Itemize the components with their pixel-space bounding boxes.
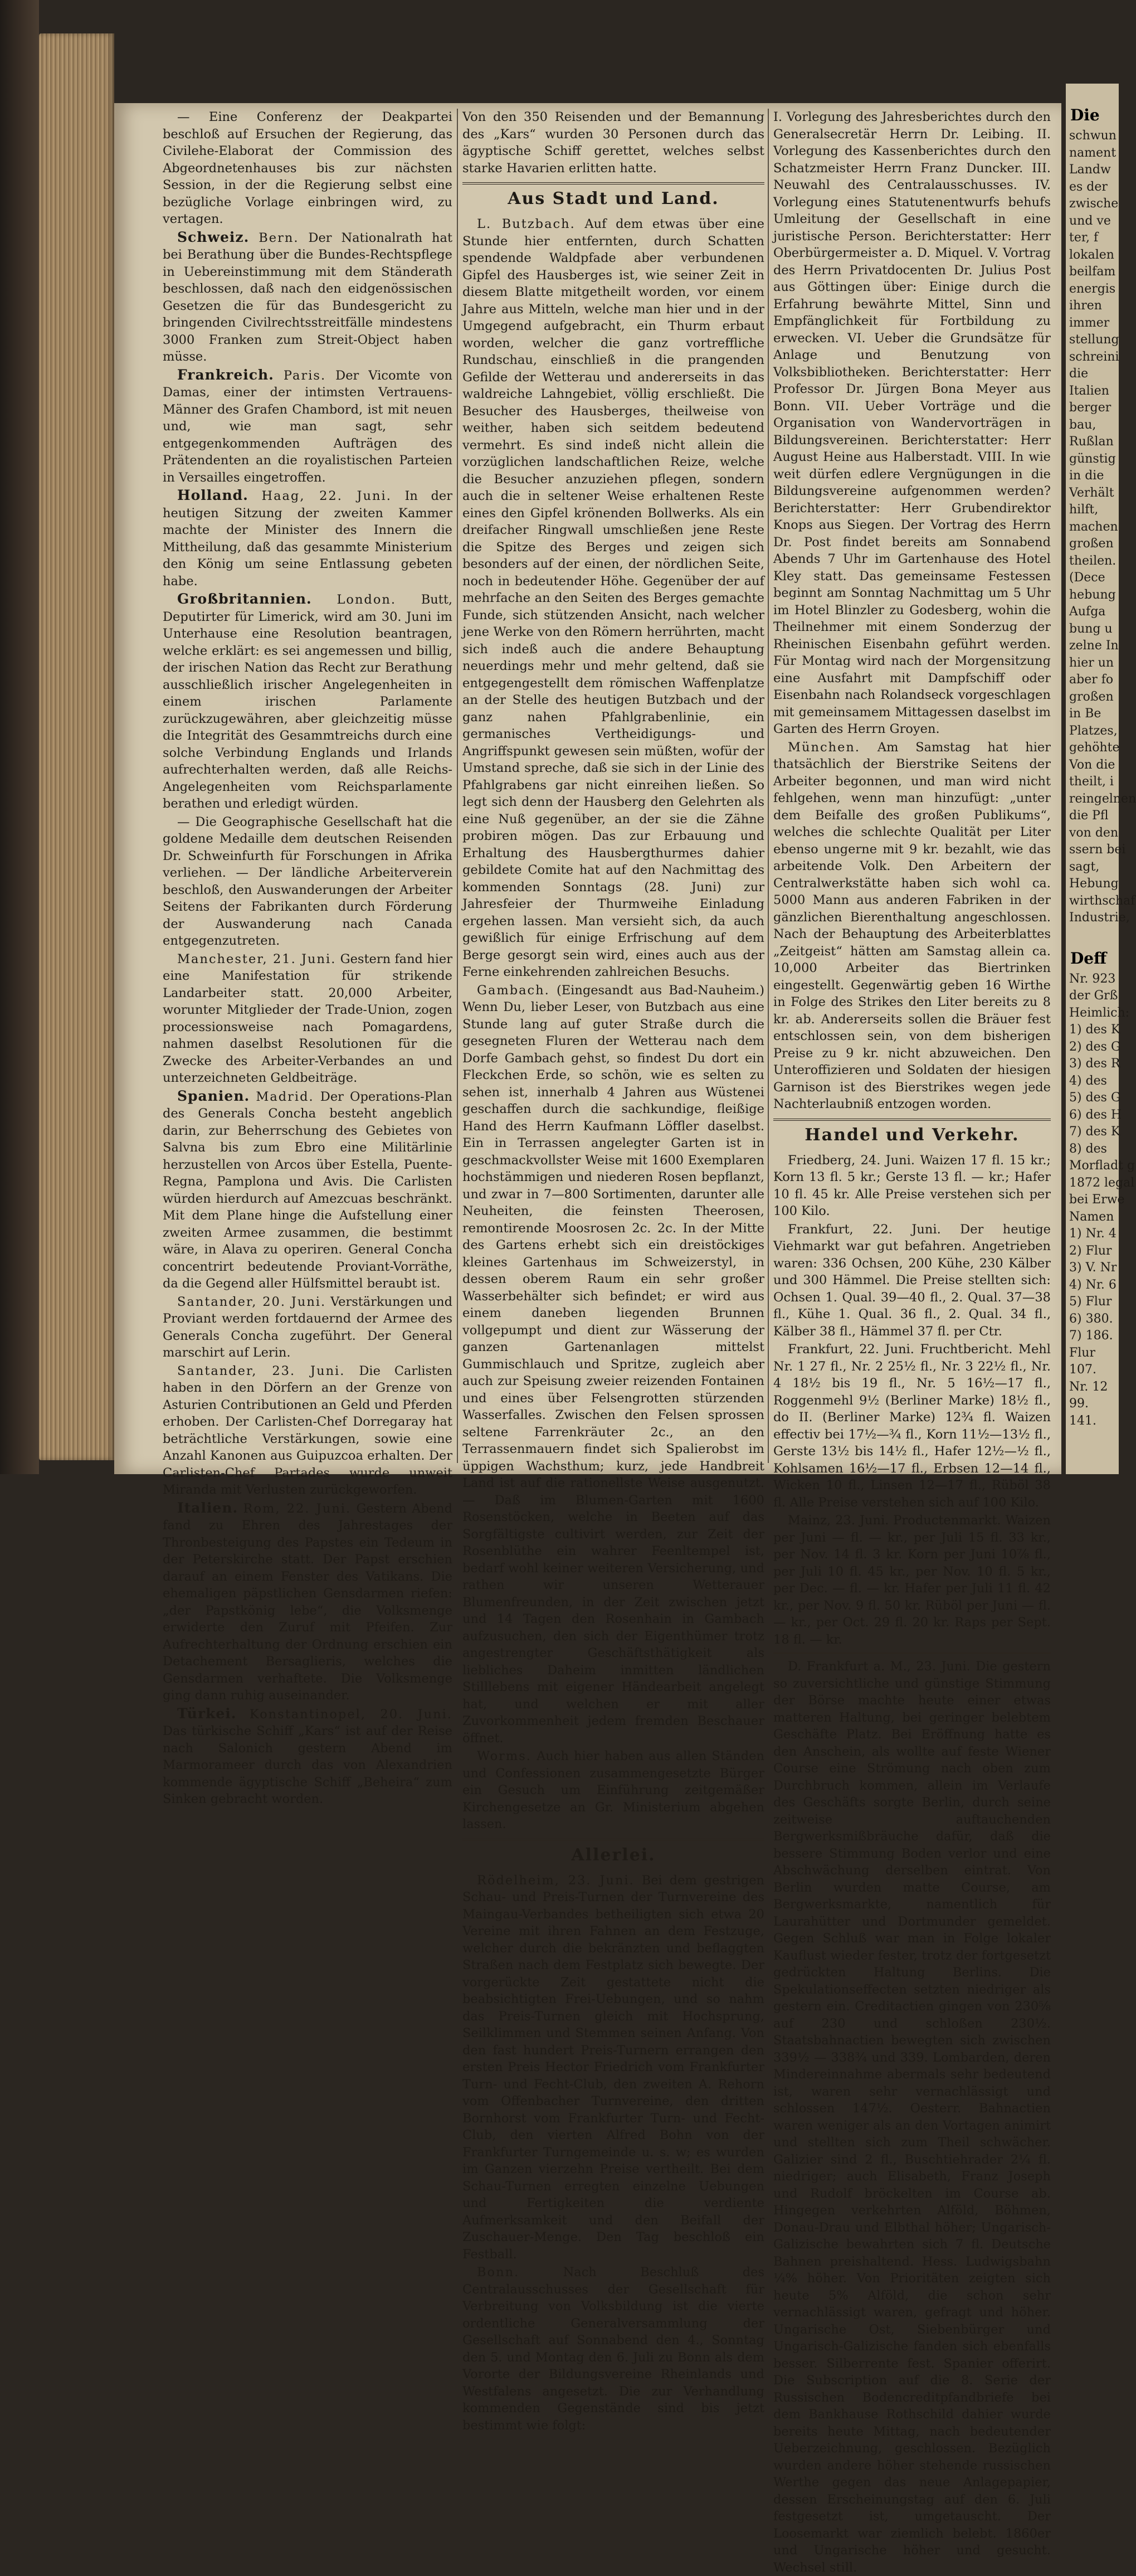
column-2 (462, 109, 765, 2433)
article-text: (Eingesandt aus Bad-Nauheim.) Wenn Du, lieber Leser, von Butzbach aus eine Stunde lang auf guter Straße durch die gesegneten Fluren der Wetterau nach dem Dorfe Gambach gehst, so findest Du dort ein Fleckchen Erde, so schön, wie es selten zu sehen ist, innerhalb 4 Jahren aus Wüstenei geschaffen durch die sachkundige, fleißige Hand des Herrn Kaufmann Löffler daselbst. Ein in Terrassen angelegter Garten ist in geschmackvollster Weise mit 1600 Exemplaren hochstämmigen und niederen Rosen bepflanzt, und zwar in 7—800 Sortimenten, darunter alle Neuheiten, die feinsten Theerosen, remontirende Moosrosen 2c. 2c. In der Mitte des Gartens erhebt sich ein dreistöckiges kleines Gartenhaus im Schweizerstyl, in dessen oberem Raum ein sehr großer Wasserbehälter sich befindet; er wird aus einem daneben liegenden Brunnen vollgepumpt und dient zur Wässerung der ganzen Gartenanlagen mittelst Gummischlauch und Spritze, zugleich aber auch zur Speisung zweier reizenden Fontainen und eines über Felsengrotten stürzenden Wasserfalles. Zwischen den Felsen sprossen seltene Farrenkräuter 2c., an den Terrassenmauern findet sich Spalierobst im üppigen Wachsthum; kurz, jede Handbreit Land ist auf die rationellste Weise ausgenutzt. — Daß im Blumen-Garten mit 1600 Rosenstöcken, welche in Beeten auf das Sorgfältigste cultivirt werden, zur Zeit der Rosenblüthe ein wahrer Feenltempel ist, bedarf wohl keiner weiteren Versicherung, und rathen wir unseren Wetterauer Blumenfreunden, in der Zeit zwischen jetzt und 14 Tagen den Rosenhain in Gambach aufzusuchen, den sich der Eigenthümer trotz angestrengter Geschäftsthätigkeit als liebliches Daheim inmitten ländlichen Stilllebens mit eigener Händearbeit angelegt hat, und welchen er mit aller Zuvorkommenheit jedem fremden Beschauer öffnet. (462, 983, 765, 1746)
edge-line: Nr. 923 (1069, 971, 1116, 986)
edge-line: (Dece (1069, 571, 1105, 585)
dateline: Worms. (477, 1749, 532, 1763)
edge-lines (1066, 128, 1136, 927)
article-text: Der Operations-Plan des Generals Concha besteht angeblich darin, zur Beherrschung des Gebietes von Salvna bis zum Ebro eine Militärlinie herzustellen von Arcos über Estella, Puente-Regna, Pamplona und Avis. Die Carlisten würden hierdurch auf Amezcuas beschränkt. Mit dem Plane hinge die Aufstellung einer zweiten Armee zusammen, die bestimmt wäre, in Alava zu operiren. General Concha concentrirt bedeutende Proviant-Vorräthe, da die Gegend aller Hülfsmittel beraubt ist. (163, 1089, 453, 1291)
edge-line: 4) des (1069, 1073, 1107, 1088)
edge-line: 1) des K (1069, 1023, 1120, 1037)
divider (773, 1652, 1051, 1654)
edge-line: bau, (1069, 417, 1096, 432)
edge-line: theilen. (1069, 553, 1117, 568)
article-santander-1 (163, 1294, 452, 1362)
edge-line: Rußlan (1069, 435, 1114, 449)
article-italien (163, 1500, 452, 1704)
edge-line: 2) Flur (1069, 1243, 1112, 1258)
column-1 (163, 109, 453, 1806)
edge-line: 7) 186. (1069, 1329, 1113, 1343)
book-spine (0, 0, 39, 1474)
section-heading-handel-und-verkehr: Handel und Verkehr. (773, 1119, 1051, 1148)
edge-line: Morfladt g (1069, 1159, 1135, 1173)
section-heading-allerlei: Allerlei. (462, 1839, 764, 1868)
dateline: Santander, 23. Juni. (177, 1363, 345, 1378)
article-text: Auf dem etwas über eine Stunde hier entfernten, durch Schatten spendende Waldpfade aber verbundenen Gipfel des Hausberges ist, wie seiner Zeit in diesem Blatte mitgetheilt worden, vor einem Jahre aus Mitteln, welche man hier und in der Umgegend aufgebracht, ein Thurm erbaut worden, welcher die ganz vortreffliche Rundschau, einschließ in die prangenden Gefilde der Wetterau und andererseits in das waldreiche Lahngebiet, völlig erschließt. Die Besucher des Hausberges, theilweise von weither, haben sich seitdem bedeutend vermehrt. Es sind indeß nicht allein die vorzüglichen landschaftlichen Reize, welche die Besucher anzuziehen pflegen, sondern auch die in seltener Weise erhaltenen Reste eines den Gipfel krönenden Bollwerks. Als ein dreifacher Ringwall umschließen jene Reste die Spitze des Berges und zeigen sich besonders auf der einen, der nördlichen Seite, noch in bedeutender Höhe. Gegenüber der auf mehrfache an den Seiten des Berges gemachte Funde, sich stützenden Ansicht, nach welcher jene Werke von den Römern herrührten, macht sich indeß auch die andere Behauptung neuerdings mehr und mehr geltend, daß sie entgegengestellt dem römischen Waffenplatze an der Stelle des heutigen Butzbach und der ganz nahen Pfahlgrabenlinie, ein germanisches Vertheidigungs- und Angriffspunkt gewesen sein müßten, wofür der Umstand spreche, daß sie sich in der Linie des Pfahlgrabens gar nicht einreihen ließen. So legt sich denn der Hausberg den Gelehrten als eine Nuß gegenüber, an der sie die Zähne probiren mögen. Das zur Erbauung und Erhaltung des Hausbergthurmes dahier gebildete Comite hat auf den Nachmittag des kommenden Sonntags (28. Juni) zur Jahresfeier der Thurmweihe Einladung ergehen lassen. Man versieht sich, da auch gewißlich für einige Erfrischung auf dem Berge gesorgt sein wird, eines auch aus der Ferne einkehrenden zahlreichen Besuchs. (462, 217, 764, 979)
edge-line: theilt, i (1069, 775, 1114, 789)
edge-line: ihren (1069, 299, 1102, 313)
edge-line: 4) Nr. 6 (1069, 1277, 1117, 1292)
edge-line: 2) des G (1069, 1039, 1121, 1054)
dateline: München. (788, 740, 861, 755)
article-frankreich (163, 367, 452, 487)
article-text: Das türkische Schiff „Kars“ ist auf der Reise nach Salonich gestern Abend im Marmorameer durch das von Alexandrien kommende ägyptische Schiff „Beheira“ zum Sinken gebracht worden. (163, 1724, 452, 1806)
dateline: Rom, 22. Juni. (243, 1501, 352, 1516)
edge-line: machen (1069, 519, 1118, 534)
edge-line: es der (1069, 179, 1108, 194)
edge-line: gehöhte (1069, 741, 1120, 755)
edge-line: Italien (1069, 383, 1109, 398)
country-heading: Holland. (177, 487, 248, 503)
article-butzbach (462, 216, 764, 981)
dateline: Madrid. (256, 1089, 314, 1104)
market-mainz: Mainz, 23. Juni. Productenmarkt. Waizen per Juni — fl. — kr., per Juli 15 fl. 33 kr., per Nov. 14 fl. 3 kr. Korn per Juni 10⅞ fl., per Juli 10 fl. 45 kr., per Nov. 10 fl. 5 kr., per Dec. — fl. — kr. Hafer per Juli 11 fl. 42 kr., per Nov. 9 fl. 50 kr. Rüböl per Juni — fl. — kr., per Oct. 29 fl. 20 kr. Raps per Sept. 18 fl. — kr. (773, 1513, 1051, 1647)
edge-line: 8) des (1069, 1141, 1107, 1156)
dateline: London. (337, 592, 397, 607)
edge-line: 6) 380. (1069, 1311, 1113, 1326)
section-heading-stadt-und-land: Aus Stadt und Land. (462, 182, 764, 211)
article-text: Nach Beschluß des Centralausschusses der Gesellschaft für Verbreitung von Volksbildung ist die vierte ordentliche Generalversammlung der Gesellschaft auf Sonnabend den 4., Sonntag den 5. und Montag den 6. Juli zu Bonn als dem Vororte der Bildungsvereine Rheinlands und Westfalens angesetzt. Die zur Verhandlung kommenden Gegenstände sind bis jetzt bestimmt wie folgt: (462, 2265, 764, 2433)
edge-line: und ve (1069, 213, 1111, 228)
article-text: Auch hier haben aus allen Ständen und Confessionen zusammengesetzte Bürger ein Gesuch um Einführung zeitgemäßer Kirchengesetze an Gr. Ministerium abgehen lassen. (462, 1749, 764, 1831)
edge-line: hebung (1069, 587, 1116, 602)
edge-heading: Deff (1070, 949, 1107, 968)
edge-line: hier un (1069, 655, 1114, 670)
column-3 (773, 109, 1051, 2575)
edge-line: stellung (1069, 333, 1119, 347)
article-text: Bei dem gestrigen Schau- und Preis-Turnen der Turnvereine des Maingau-Verbandes betheiligten sich etwa 20 Vereine mit ihren Fahnen an dem Festzuge, welcher durch die bekränzten und beflaggten Straßen nach dem Festplatz sich bewegte. Der vorgerückte Zeit gestattete nicht die beabsichtigten Frei-Uebungen, und so nahm das Preis-Turnen gleich mit Hochsprung, Seilklimmen und Stemmen seinen Anfang. Von den fast hundert Preis-Turnern errangen den ersten Preis Hector Friedrich vom Frankfurter Turn- und Fecht-Club, den zweiten A. Rehorn vom Offenbacher Turnvereine, den dritten Bornhorst vom Frankfurter Turn- und Fecht-Club, den vierten Alfred Bohn von der Frankfurter Turngemeinde u. s. w; es wurden im Ganzen vierzehn Preise vertheilt. Bei dem Schau-Turnen erregten einzelne Uebungen und Fertigkeiten die verdiente Aufmerksamkeit und den Beifall der Zuschauer-Menge. Den Tag beschloß ein Festball. (462, 1873, 765, 2262)
page-edges (39, 33, 114, 1460)
edge-line: Hebung (1069, 877, 1119, 891)
dateline: Bern. (259, 230, 299, 245)
article-grossbritannien (163, 591, 452, 813)
article-spanien (163, 1088, 452, 1292)
country-heading: Spanien. (177, 1087, 250, 1104)
edge-line: 99. (1069, 1397, 1089, 1411)
article-gambach (462, 982, 764, 1747)
edge-line: lokalen (1069, 247, 1114, 262)
article-deakpartei: — Eine Conferenz der Deakpartei beschloß auf Ersuchen der Regierung, das Civilehe-Elaborat der Commission des Abgeordnetenhauses bis zur nächsten Session, in der die Regierung selbst eine bezügliche Vorlage einbringen wird, zu vertagen. (163, 110, 452, 226)
edge-line: hilft, (1069, 503, 1099, 517)
country-heading: Großbritannien. (177, 591, 312, 607)
column-rule (457, 109, 458, 1463)
edge-line: 5) des G (1069, 1091, 1121, 1105)
edge-line: ter, f (1069, 231, 1099, 245)
article-text: Gestern Abend fand zu Ehren des Jahrestages der Thronbesteigung des Papstes ein Tedeum in der Peterskirche statt. Der Papst erschien darauf an einem Fenster des Vatikans. Die ehemaligen päpstlichen Gensdarmen riefen: „der Papstkönig lebe“, die Volksmenge erwiderte den Zuruf mit Pfeifen. Zur Aufrechterhaltung der Ordnung erschien ein Detachement Bersaglieris, welches die Gensdarmen verhaftete. Die Volksmenge ging dann ruhig auseinander. (163, 1501, 453, 1703)
country-heading: Schweiz. (177, 229, 250, 245)
edge-line: in Be (1069, 707, 1101, 721)
article-text: Butt, Deputirter für Limerick, wird am 30. Juni im Unterhause eine Resolution beantragen, welche erklärt: es sei angemessen und billig, der irischen Nation das Recht zur Berathung ausschließlich irischer Angelegenheiten in einem irischen Parlamente zurückzugewähren, aber gleichzeitig müsse die Integrität des Gesammtreichs durch eine solche Verbindung Englands und Irlands aufrechterhalten werden, daß alle Reichs-Angelegenheiten vom Reichsparlamente berathen und erledigt würden. (163, 592, 453, 811)
adjacent-page-edge (1061, 84, 1136, 1474)
article-muenchen (773, 739, 1051, 1113)
dateline: Paris. (283, 368, 326, 383)
boerse-report: D. Frankfurt a. M., 23. Juni. Die gestern so zuversichtliche und günstige Stimmung der Börse machte heute einer etwas matteren Haltung, bei geringer belebtem Geschäfte Platz. Bei Eröffnung hatte es den Anschein, als wollte auf feste Wiener Course eine Strömung nach oben zum Durchbruch kommen, allein im Verlaufe des Geschäfts sorgte Berlin, durch seine zeitweise auftauchenden Bergwerksmißbräuche dafür, daß die bessere Stimmung Boden verlor und eine Abschwächung derselben eintrat. Von Berlin wurden matte Course, am Bergwerksmarkte, namentlich für Laurahütter und Dortmunder gemeldet. Gegen Schluß war man in Folge lokaler Kauflust wieder fester, trotz der fortgesetzt gedrückten Haltung Berlins. Die Spekulationseffecten setzten niedriger als gestern ein. Creditactien gingen von 230⅝ auf 230 und schloßen 230½. Staatsbahnactien bewegten sich zwischen 339½ — 338¾ und 339. Lombarden, deren Mindereinnahme abermals sehr bedeutend ist, waren sehr vernachlässigt und schlossen 147½. Oesterr. Bahnactien waren weniger als an den Vortagen animirt und stellten sich zum Theil schwächer. Galizier sind 2 fl., Buschtiehrader 2¼ fl. niedriger; auch Elisabeth, Franz Joseph und Rudolf bröckelten im Course ab. Hingegen verkehrten Alföld, Böhmen, Donau-Drau und Elbthal höher; Ungarisch-Galizische bewahrten sich 7 fl. Deutsche Bahnen preishaltend. Hess. Ludwigsbahn ¼% höher. Von Prioritäten zeigten sich heute 5% Alföld, die schon sehr vernachlässigt waren, gefragt und höher. Ungarische Ost, Siebenbürger und Ungarisch-Galizische fanden sich ebenfalls besser. Silberrente fest. Spanier offerirt. Die Subscription auf die 8. Serie der Russischen Bodencreditpfandbriefe bei dem Bankhause Rothschild dahier wurde bereits heute Mittag, nach bedeutender Ueberzeichnung, geschlossen. Bezüglich wurden andere höher stehende russischen Werthe gegen das neue Anlagepapier, dessen Erscheinungstag auf den 6. Juli festgesetzt ist, umgetauscht. Der Loosemarkt war ziemlich belebt. 1860er und Ungarische höher und gesucht. Wechsel still. (773, 1659, 1051, 2575)
article-tuerkei (163, 1705, 452, 1808)
market-frankfurt-vieh: Frankfurt, 22. Juni. Der heutige Viehmarkt war gut befahren. Angetrieben waren: 336 Ochsen, 200 Kühe, 230 Kälber und 300 Hämmel. Die Preise stellten sich: Ochsen 1. Qual. 39—40 fl., 2. Qual. 37—38 fl., Kühe 1. Qual. 36 fl., 2. Qual. 34 fl., Kälber 38 fl., Hämmel 37 fl. per Ctr. (773, 1222, 1051, 1339)
edge-line: immer (1069, 315, 1110, 330)
edge-line: Flur (1069, 1345, 1095, 1360)
market-frankfurt-frucht: Frankfurt, 22. Juni. Fruchtbericht. Mehl Nr. 1 27 fl., Nr. 2 25½ fl., Nr. 3 22½ fl., Nr. 4 18½ bis 19 fl., Nr. 5 16½—17 fl., Roggenmehl 9½ (Berliner Marke) 18½ fl., do II. (Berliner Marke) 12¾ fl. Waizen effectiv bei 17½—¾ fl., Korn 11½—13½ fl., Gerste 13½ bis 14½ fl., Hafer 12½—½ fl., Kohlsamen 16½—17 fl., Erbsen 12—14 fl., Wicken 10 fl., Linsen 12—17 fl., Rüböl 38 fl. Alle Preise verstehen sich auf 100 Kilo. (773, 1342, 1051, 1510)
article-bonn (462, 2264, 764, 2434)
edge-line: von den (1069, 825, 1119, 840)
edge-line: 141. (1069, 1413, 1096, 1428)
edge-line: Namen (1069, 1209, 1114, 1224)
article-text: Der Nationalrath hat bei Berathung über die Bundes-Rechtspflege in Uebereinstimmung mit dem Ständerath beschlossen, daß nach den eidgenössischen Gesetzen die für das Bundesgericht zu bringenden Civilrechtsstreitfälle mindestens 3000 Franken zum Streit-Object haben müsse. (163, 230, 453, 364)
edge-heading: Die (1070, 106, 1100, 124)
edge-line: Industrie, (1069, 911, 1130, 925)
edge-line: die Pfl (1069, 809, 1109, 823)
edge-line: berger (1069, 401, 1111, 415)
edge-line: 5) Flur (1069, 1295, 1112, 1309)
article-schweiz (163, 229, 452, 366)
edge-line: 107. (1069, 1363, 1096, 1377)
edge-line: Landw (1069, 163, 1111, 177)
edge-line: bei Erwe (1069, 1193, 1125, 1207)
edge-line: in die (1069, 469, 1104, 483)
edge-line: Heimlich: (1069, 1005, 1130, 1020)
article-manchester (163, 951, 452, 1087)
edge-line: großen (1069, 537, 1114, 551)
edge-line: Von die (1069, 757, 1115, 772)
article-text: Am Samstag hat hier thatsächlich der Bierstrike Seitens der Arbeiter begonnen, und man wird nicht fehlgehen, wenn man hinzufügt: „unter dem Beifalle des großen Publikums“, welches die schlechte Qualität per Liter ebenso ungerne mit 9 kr. bezahlt, wie das arbeitende Volk. Den Arbeitern der Centralwerkstätte haben sich wohl ca. 5000 Mann aus anderen Fabriken in der gänzlichen Bierenthaltung angeschlossen. Nach der Behauptung des Arbeiterblattes „Zeitgeist“ hätten am Samstag allein ca. 10,000 Arbeiter das Biertrinken eingestellt. Gegenwärtig geben 16 Wirthe in Folge des Strikes den Liter bereits zu 8 kr. ab. Andererseits sollen die Bräuer fest entschlossen sein, von dem bisherigen Preise zu 9 kr. nicht abzuweichen. Den Unteroffizieren und Soldaten der hiesigen Garnison ist des Bierstrikes wegen jede Nachterlaubniß entzogen worden. (773, 740, 1051, 1111)
column-rule (768, 109, 769, 1463)
article-text: In der heutigen Sitzung der zweiten Kammer machte der Minister des Innern die Mittheilung, daß das gesammte Ministerium den König um seine Entlassung gebeten habe. (163, 489, 452, 589)
edge-line: 6) des H (1069, 1107, 1122, 1122)
edge-line: ssern bei (1069, 843, 1126, 857)
edge-line: günstig (1069, 451, 1116, 466)
edge-line: zwische (1069, 197, 1119, 211)
country-heading: Italien. (177, 1499, 238, 1516)
article-worms (462, 1748, 764, 1833)
dateline: Manchester, 21. Juni. (177, 951, 337, 966)
dateline: Gambach. (477, 983, 550, 998)
edge-line: 3) V. Nr (1069, 1261, 1117, 1275)
market-friedberg: Friedberg, 24. Juni. Waizen 17 fl. 15 kr.; Korn 13 fl. 5 kr.; Gerste 13 fl. — kr.; Hafer 10 fl. 45 kr. Alle Preise verstehen sich per 100 Kilo. (773, 1153, 1051, 1218)
article-holland (163, 487, 452, 590)
article-text: Gestern fand hier eine Manifestation für strikende Landarbeiter statt. 20,000 Arbeiter, worunter Mitglieder der Trade-Union, zogen processionsweise nach Pomagardens, nahmen daselbst Resolutionen für die Zwecke des Arbeiter-Verbandes an und unterzeichneten Geldbeiträge. (163, 951, 452, 1085)
edge-line: 1) Nr. 4 (1069, 1227, 1117, 1241)
edge-line: bung u (1069, 621, 1113, 636)
country-heading: Türkei. (177, 1705, 237, 1722)
dateline: Bonn. (477, 2265, 520, 2279)
edge-line: zelne In (1069, 639, 1119, 653)
article-geographische: — Die Geographische Gesellschaft hat die goldene Medaille dem deutschen Reisenden Dr. Schweinfurth für Forschungen in Afrika verliehen. — Der ländliche Arbeiterverein beschloß, den Auswanderungen der Arbeiter Seitens der Fabrikanten durch Förderung der Auswanderung nach Canada entgegenzutreten. (163, 814, 452, 948)
edge-line: Aufga (1069, 605, 1106, 619)
article-text: Verstärkungen und Proviant werden fortdauernd der Armee des Generals Concha zugeführt. Der General marschirt auf Lerin. (163, 1294, 452, 1360)
edge-line: wirthschaf (1069, 893, 1135, 908)
article-roedelheim (462, 1872, 764, 2263)
edge-line: sagt, (1069, 859, 1100, 874)
article-kars-continued: Von den 350 Reisenden und der Bemannung des „Kars“ wurden 30 Personen durch das ägyptische Schiff gerettet, welches selbst starke Havarien erlitten hatte. (462, 110, 764, 176)
dateline: Rödelheim, 23. Juni. (477, 1873, 635, 1888)
edge-line: schreini (1069, 349, 1119, 364)
edge-line: Platzes, (1069, 723, 1118, 738)
country-heading: Frankreich. (177, 366, 274, 383)
edge-line: energis (1069, 281, 1116, 296)
dateline: L. Butzbach. (477, 217, 576, 231)
edge-line: aber fo (1069, 673, 1114, 687)
edge-line: großen (1069, 689, 1114, 704)
edge-line: 3) des R (1069, 1057, 1120, 1071)
edge-line: 1872 legal (1069, 1175, 1135, 1190)
article-santander-2 (163, 1363, 452, 1499)
article-text: Der Vicomte von Damas, einer der intimsten Vertrauens-Männer des Grafen Chambord, ist mit neuen und, wie man sagt, sehr entgegenkommenden Aufträgen des Prätendenten an die royalistischen Parteien in Versailles eingetroffen. (163, 368, 452, 485)
edge-line: Verhält (1069, 485, 1114, 500)
article-bonn-agenda: I. Vorlegung des Jahresberichtes durch den Generalsecretär Herrn Dr. Leibing. II. Vorlegung des Kassenberichtes durch den Schatzmeister Herrn Franz Duncker. III. Neuwahl des Centralausschusses. IV. Vorlegung eines Statutenentwurfs behufs Umleitung der Gesellschaft in eine juristische Person. Berichterstatter: Herr Oberbürgermeister a. D. Miquel. V. Vortrag des Herrn Privatdocenten Dr. Julius Post aus Göttingen über: Einige durch die Erfahrung bewährte Mittel, Sinn und Empfänglichkeit für Fortbildung zu erwecken. VI. Ueber die Grundsätze für Anlage und Benutzung von Volksbibliotheken. Berichterstatter: Herr Professor Dr. Jürgen Bona Meyer aus Bonn. VII. Ueber Vorträge und die Organisation von Wandervorträgen in Bildungsvereinen. Berichterstatter: Herr August Heine aus Halberstadt. VIII. In wie weit dürfen edlere Vergnügungen in die Bildungsvereine aufgenommen werden? Berichterstatter: Herr Grubendirektor Knops aus Siegen. Der Vortrag des Herrn Dr. Post findet bereits am Sonnabend Abends 7 Uhr im Gartenhause des Hotel Kley statt. Das gemeinsame Festessen beginnt am Sonntag Nachmittag um 5 Uhr im Hotel Blinzler zu Godesberg, wohin die Theilnehmer mit einem Sonderzug der Rheinischen Eisenbahn geführt werden. Für Montag wird nach der Morgensitzung eine Ausfahrt mit Dampfschiff oder Eisenbahn nach Rolandseck vorgeschlagen mit gemeinsamem Mittagessen daselbst im Garten des Herrn Groyen. (773, 110, 1051, 736)
article-text: Die Carlisten haben in den Dörfern an der Grenze von Asturien Contributionen an Geld und Pferden erhoben. Der Carlisten-Chef Dorregaray hat beträchtliche Verstärkungen, sowie eine Anzahl Kanonen aus Guipuzcoa erhalten. Der Carlisten-Chef Partades wurde unweit Miranda mit Verlusten zurückgeworfen. (163, 1363, 452, 1497)
edge-line: nament (1069, 145, 1117, 160)
edge-line: 7) des K (1069, 1125, 1120, 1139)
dateline: Haag, 22. Juni. (261, 489, 392, 503)
edge-line: reingelnen (1069, 791, 1136, 806)
dateline: Santander, 20. Juni. (177, 1294, 326, 1309)
edge-line: Nr. 12 (1069, 1379, 1108, 1394)
edge-lines (1066, 971, 1135, 1430)
edge-line: beilfam (1069, 265, 1116, 279)
edge-line: der Grß (1069, 989, 1118, 1003)
dateline: Konstantinopel, 20. Juni. (249, 1707, 453, 1722)
edge-line: schwun (1069, 129, 1117, 143)
edge-line: die (1069, 367, 1089, 381)
